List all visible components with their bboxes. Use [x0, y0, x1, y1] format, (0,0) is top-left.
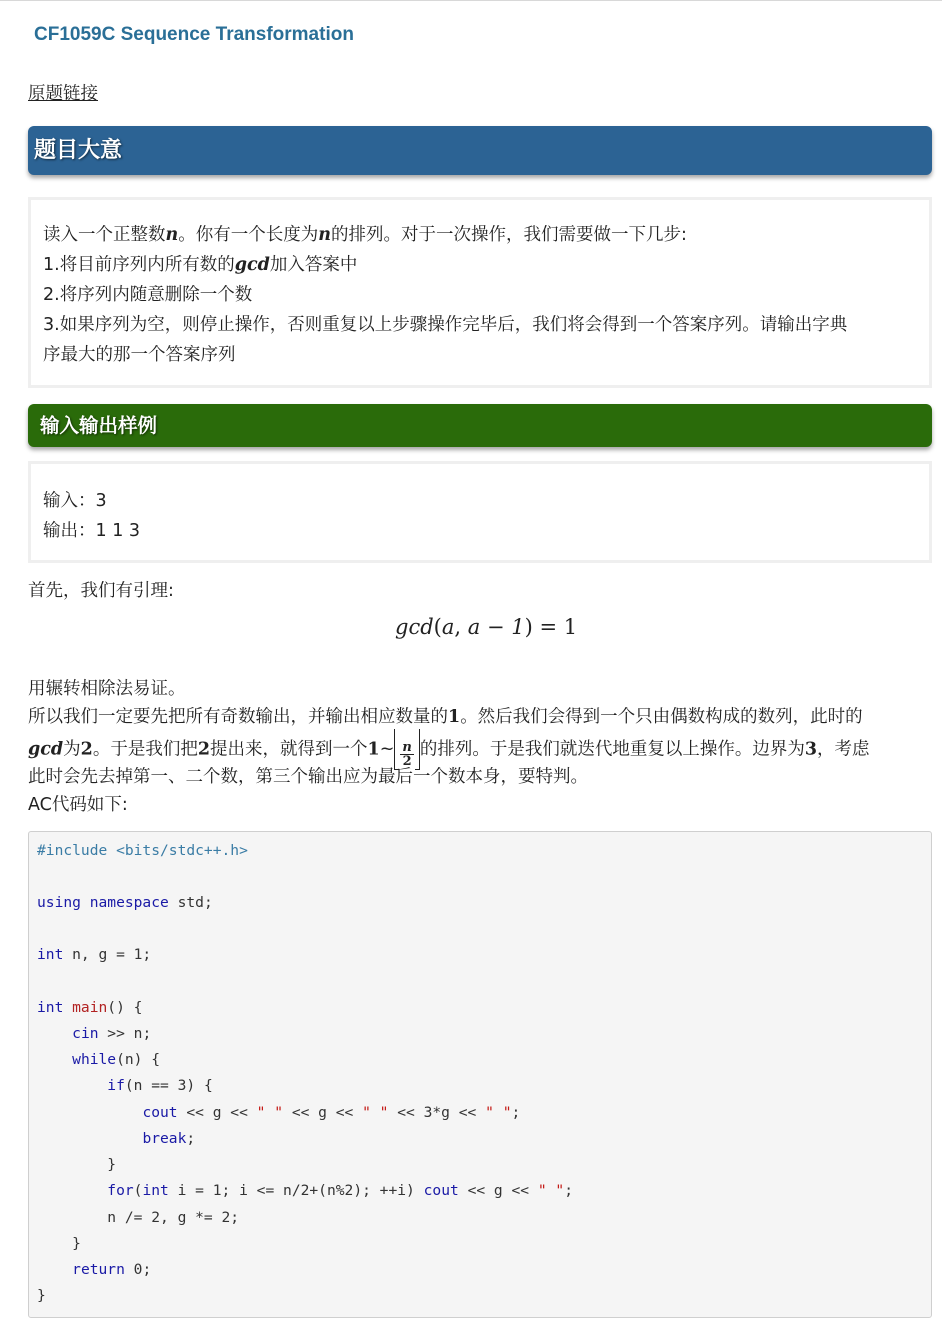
code-line-break: break; [142, 1130, 196, 1147]
code-line-include: #include <bits/stdc++.h> [37, 842, 248, 859]
problem-line-4: 3.如果序列为空，则停止操作，否则重复以上步骤操作完毕后，我们将会得到一个答案序列。请输出字典 [43, 315, 848, 335]
source-link[interactable]: 原题链接 [28, 84, 98, 104]
problem-line-5: 序最大的那一个答案序列 [43, 345, 236, 365]
section-heading-summary: 题目大意 [28, 126, 932, 175]
floor-fraction: $\frac{n}{2}$ [394, 731, 419, 768]
explain-line-2: gcd为2。于是我们把2提出来，就得到一个1~ $\frac{n}{2}$ 的排列。于是我们就迭代地重复以上操作。边界为3，考虑 [28, 731, 870, 768]
code-line-cin: cin >> n; [72, 1025, 152, 1042]
code-line-for: for(int i = 1; i <= n/2+(n%2); ++i) cout << g << " "; [107, 1182, 574, 1199]
problem-line-2: 1.将目前序列内所有数的gcd加入答案中 [43, 255, 358, 275]
code-line-using: using namespace std; [37, 894, 213, 911]
page-title: CF1059C Sequence Transformation [34, 24, 354, 45]
explain-line-3: 此时会先去掉第一、二个数，第三个输出应为最后一个数本身，要特判。 [28, 767, 588, 787]
proof-note: 用辗转相除法易证。 [28, 679, 186, 699]
problem-box [28, 197, 932, 388]
sample-input: 输入：3 [43, 491, 107, 511]
code-line-return: return 0; [72, 1261, 152, 1278]
code-line-div: n /= 2, g *= 2; [37, 1209, 240, 1226]
problem-line-1: 读入一个正整数n。你有一个长度为n的排列。对于一次操作，我们需要做一下几步: [43, 225, 687, 245]
lemma-intro: 首先，我们有引理: [28, 581, 174, 601]
problem-line-3: 2.将序列内随意删除一个数 [43, 285, 253, 305]
code-block [28, 831, 932, 1318]
code-line-cout: cout << g << " " << g << " " << 3*g << " "; [142, 1104, 521, 1121]
code-line-close-main: } [37, 1287, 46, 1304]
explain-line-1: 所以我们一定要先把所有奇数输出，并输出相应数量的1。然后我们会得到一个只由偶数构成的数列，此时的 [28, 707, 863, 727]
code-line-close-if: } [37, 1156, 117, 1173]
code-line-if: if(n == 3) { [107, 1077, 213, 1094]
code-line-while: while(n) { [72, 1051, 161, 1068]
code-line-main: int main() { [37, 999, 143, 1016]
code-line-decl: int n, g = 1; [37, 946, 152, 963]
code-line-close-while: } [37, 1235, 81, 1252]
section-heading-samples: 输入输出样例 [28, 404, 932, 447]
sample-box [28, 461, 932, 563]
sample-output: 输出：1 1 3 [43, 521, 141, 541]
code-intro: AC代码如下: [28, 795, 128, 815]
lemma-formula: gcd(a, a − 1) = 1 [395, 615, 578, 639]
top-divider [0, 0, 942, 1]
